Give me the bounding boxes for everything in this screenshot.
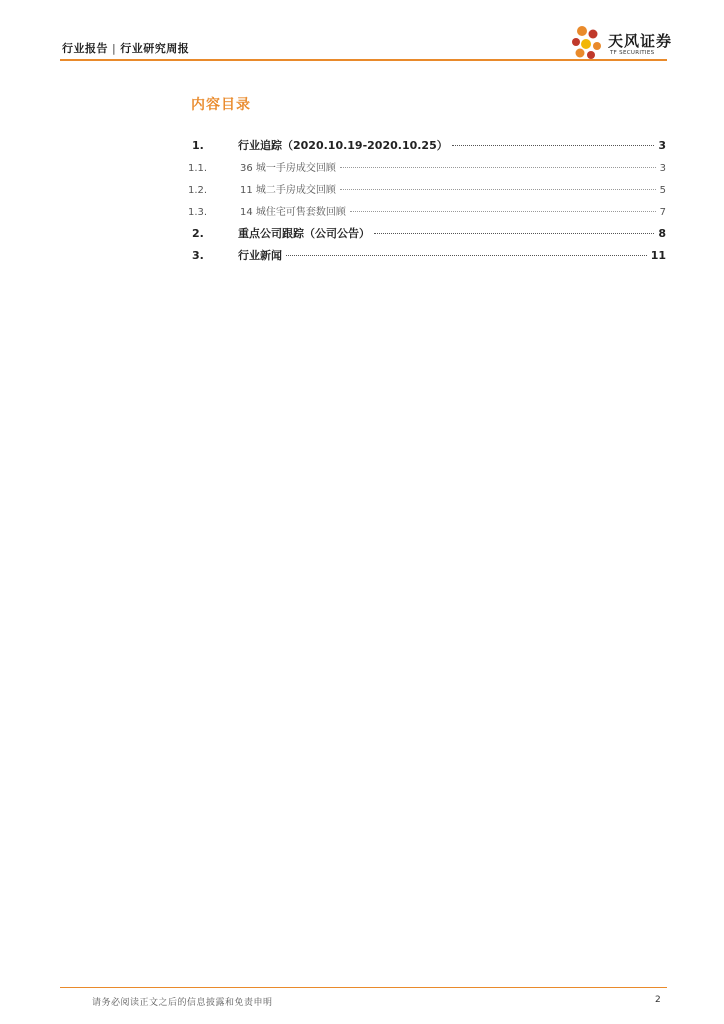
company-logo [568, 22, 678, 62]
logo-name: 天风证券 [608, 32, 673, 50]
toc-entry-label: 行业新闻 [238, 249, 282, 262]
toc-entry-label: 重点公司跟踪（公司公告） [238, 227, 370, 240]
toc-entry-number: 3. [192, 249, 204, 262]
toc-entry[interactable] [186, 203, 666, 225]
toc-entry-number: 1.3. [188, 207, 208, 218]
toc-entry-label: 36 城一手房成交回顾 [240, 163, 336, 174]
toc-entry-page: 11 [650, 249, 666, 262]
toc-entry[interactable] [186, 137, 666, 159]
page-number: 2 [655, 995, 661, 1005]
footer-disclaimer: 请务必阅读正文之后的信息披露和免责申明 [92, 998, 273, 1008]
toc-entry-page: 3 [658, 139, 666, 152]
toc-entry[interactable] [186, 225, 666, 247]
toc-entry-label: 行业追踪（2020.10.19-2020.10.25） [238, 139, 448, 152]
toc-leader-dots [374, 233, 654, 234]
toc-entry-label: 14 城住宅可售套数回顾 [240, 207, 346, 218]
toc-entry-page: 7 [659, 207, 666, 218]
toc-title: 内容目录 [191, 97, 251, 113]
toc-entry-page: 3 [659, 163, 666, 174]
report-type: 行业报告 [62, 42, 108, 55]
flower-logo-icon [568, 22, 608, 62]
toc-entry[interactable] [186, 247, 666, 269]
report-subtype: 行业研究周报 [120, 42, 190, 55]
toc-entry-page: 8 [658, 227, 666, 240]
toc-entry[interactable] [186, 159, 666, 181]
header-separator: | [112, 42, 117, 55]
toc-entry-label: 11 城二手房成交回顾 [240, 185, 336, 196]
header-divider [60, 59, 667, 61]
toc-entry-number: 2. [192, 227, 204, 240]
footer-divider [60, 987, 667, 988]
toc-leader-dots [452, 145, 655, 146]
toc-entry-number: 1. [192, 139, 204, 152]
toc-leader-dots [286, 255, 647, 256]
logo-subtitle: TF SECURITIES [610, 50, 655, 56]
table-of-contents [186, 137, 666, 269]
toc-entry[interactable] [186, 181, 666, 203]
toc-leader-dots [340, 189, 656, 190]
toc-entry-number: 1.1. [188, 163, 208, 174]
toc-entry-page: 5 [659, 185, 666, 196]
toc-entry-number: 1.2. [188, 185, 208, 196]
page-header [62, 40, 189, 56]
toc-leader-dots [340, 167, 656, 168]
toc-leader-dots [350, 211, 656, 212]
